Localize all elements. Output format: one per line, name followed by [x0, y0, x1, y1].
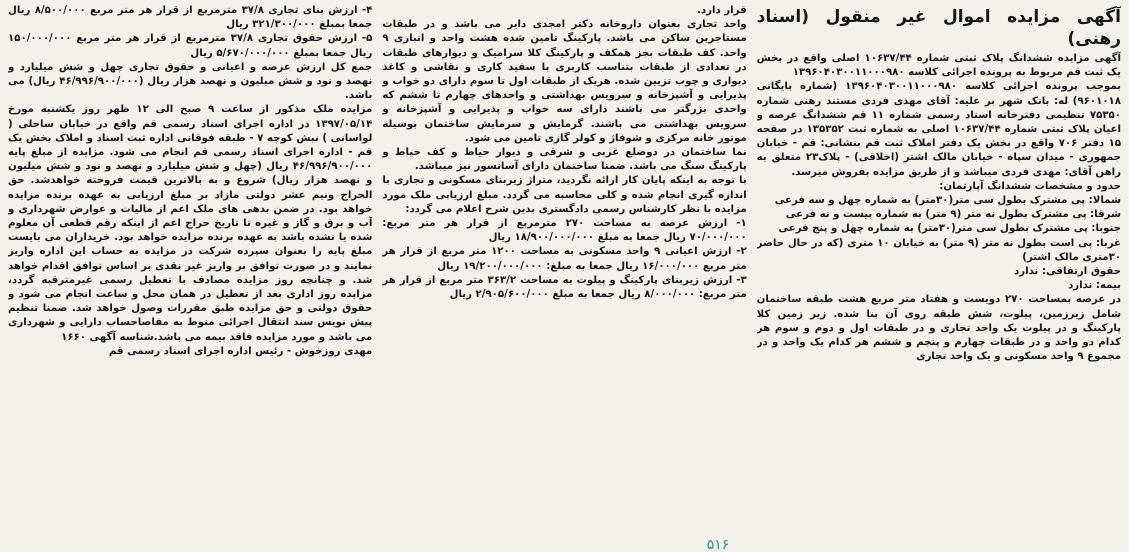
notice-paragraph: واحد تجاری بعنوان داروخانه دکتر امجدی دایر می باشد و در طبقات مستاجرین ساکن می باشد. پارکینگ تامین شده هشت واحد و انباری ۹ واحد. کف طبقات بجز همکف و پارکینگ کلا سرامیک و دیوارهای طبقات در تعدادی از طبقات بتناسب کاربری با سفید کاری و نقاشی و کاغذ دیواری و چوب تزیین شده. هریک از طبقات اول تا سوم دارای دو خواب و پذیرایی و آشپزخانه و سرویس بهداشتی و واحدهای چهارم تا ششم که واحدی بزرگتر می باشند دارای سه خواب و پذیرایی و آشپزخانه و سرویس بهداشتی می باشند. گرمایش و سرمایش ساختمان بوسیله موتور خانه مرکزی و شوفاژ و کولر گازی تامین می شود.: [382, 19, 747, 144]
notice-paragraph: ۴- ارزش بنای تجاری ۳۷/۸ مترمربع از قرار هر متر مربع ۸/۵۰۰/۰۰۰ ریال جمعا بمبلغ ۳۲۱/۳۰۰/۰۰۰ ریال: [8, 5, 373, 31]
notice-paragraph: مزایده ملک مذکور از ساعت ۹ صبح الی ۱۲ ظهر روز یکشنبه مورخ ۱۳۹۷/۰۵/۱۴ در اداره اجرای اسناد رسمی قم واقع در خیابان ساحلی ( لواسانی ) نبش کوچه ۷ - طبقه فوقانی اداره ثبت اسناد و املاک بخش یک قم - اداره اجرای اسناد رسمی قم انجام می شود. مزایده از مبلغ پایه ۴۶/۹۹۶/۹۰۰/۰۰۰ ریال (چهل و شش میلیارد و نهصد و نود و شش میلیون و نهصد هزار ریال) شروع و به بالاترین قیمت فروخته خواهدشد. حق الحراج ونیم عشر دولتی مازاد بر مبلغ ارزیابی به عهده برنده مزایده خواهد بود. در ضمن بدهی های ملک اعم از مالیات و عوارض شهرداری و آب و برق و گاز و غیره تا تاریخ حراج اعم از اینکه رقم قطعی آن معلوم شده یا نشده باشد به عهده برنده مزایده خواهد بود. خریداران می بایست مبلغ پایه را بعنوان سپرده شرکت در مزایده به حساب این اداره واریز نمایند و در صورت توافق بر واریز غیر نقدی بر اساس توافق اقدام خواهد شد. و چنانچه روز مزایده مصادف با تعطیل رسمی غیرمترقبه گردد، مزایده روز اداری بعد از تعطیل در همان محل و ساعت انجام می شود و حقوق دولتی و حق مزایده طبق مقررات وصول خواهد شد. ضمنا تنظیم پیش نویس سند انتقال اجرائی منوط به مفاصاحساب دارایی و شهرداری می باشد و مورد مزایده فاقد بیمه می باشد.شناسه آگهی ۱۶۶۰: [8, 104, 373, 343]
notice-paragraph: شرقا: پی مشترک بطول نه متر (۹ متر) به شماره بیست و نه فرعی: [785, 209, 1121, 221]
column-left: [8, 4, 372, 551]
notice-paragraph: غربا: پی است بطول نه متر (۹ متر) به خیابان ۱۰ متری (که در حال حاضر ۳۰متری مالک اشتر): [756, 237, 1121, 263]
notice-paragraph: آگهی مزایده ششدانگ پلاک ثبتی شماره ۱۰۶۳۷/۴۴ اصلی واقع در بخش یک ثبت قم مربوط به پرونده اجرائی کلاسه ۱۳۹۶۰۴۰۳۰۰۱۱۰۰۰۹۸۰: [756, 53, 1121, 79]
notice-paragraph: ۳- ارزش زیربنای پارکینگ و پیلوت به مساحت ۳۶۳/۲ متر مربع از قرار هر متر مربع: ۸/۰۰۰/۰۰۰ ریال جمعا به مبلغ ۲/۹۰۵/۶۰۰/۰۰۰ ریال: [382, 274, 747, 301]
notice-signature: مهدی روزخوش - رئیس اداره اجرای اسناد رسمی قم: [108, 345, 373, 357]
column-right: [757, 4, 1121, 551]
notice-paragraph: بموجب پرونده اجرائی کلاسه ۱۳۹۶۰۴۰۳۰۰۱۱۰۰۰۹۸۰ (شماره بایگانی ۹۶۰۱۰۱۸) له: بانک شهر بر علیه: آقای مهدی فردی مستند رهنی شماره ۷۵۳۵۰ تنظیمی دفترخانه اسناد رسمی شماره ۱۱ قم ششدانگ عرصه و اعیان پلاک ثبتی شماره ۱۰۶۳۷/۴۴ اصلی به شماره ثبت ۱۳۵۳۵۲ در صفحه ۱۵ دفتر ۷۰۶ واقع در بخش یک دفتر املاک ثبت قم بنشانی: قم - خیابان جمهوری - میدان سپاه - خیابان مالک اشتر (اخلاقی) - پلاک۲۳ متعلق به راهن آقای: مهدی فردی میباشد و از طریق مزایده بفروش میرسد.: [756, 81, 1121, 178]
notice-paragraph: جمع کل ارزش عرصه و اعیانی و حقوق تجاری چهل و شش میلیارد و نهصد و نود و شش میلیون و نهصد هزار ریال (۴۶/۹۹۶/۹۰۰/۰۰۰ ریال) می باشد.: [8, 61, 373, 102]
notice-paragraph: حدود و مشخصات ششدانگ آپارتمان:: [939, 180, 1121, 192]
notice-paragraph: بیمه: ندارد: [1068, 280, 1121, 292]
notice-paragraph: در عرصه بمساحت ۲۷۰ دویست و هفتاد متر مربع هشت طبقه ساختمان شامل زیرزمین، پیلوت، شش طبقه روی آن بنا شده. زیر زمین کلا پارکینگ و در پیلوت یک واحد تجاری و در طبقات اول و دوم و سوم هر کدام دو واحد و در طبقات چهارم و پنجم و ششم هر کدام یک واحد و در مجموع ۹ واحد مسکونی و یک واحد تجاری: [756, 294, 1121, 363]
notice-paragraph: ۲- ارزش اعیانی ۹ واحد مسکونی به مساحت ۱۲۰۰ متر مربع از قرار هر متر مربع ۱۶/۰۰۰/۰۰۰ ریال جمعا به مبلغ: ۱۹/۲۰۰/۰۰۰/۰۰۰ ریال: [382, 246, 747, 272]
page-stamp-number: ۵۱۶: [706, 538, 730, 552]
notice-paragraph: جنوبا: پی مشترک بطول سی متر(۳۰متر) به شماره چهل و پنج فرعی: [778, 223, 1121, 235]
notice-paragraph: نما ساختمان در دوضلع غربی و شرقی و دیوار حیاط و کف حیاط و پارکینگ سنگ می باشد. ضمنا ساختمان دارای آسانسور نیز میباشد.: [382, 147, 747, 173]
column-middle: [382, 4, 746, 551]
notice-paragraph: ۵- ارزش حقوق تجاری ۳۷/۸ مترمربع از قرار هر متر مربع ۱۵۰/۰۰۰/۰۰۰ ریال جمعا بمبلغ ۵/۶۷۰/۰۰۰/۰۰۰ ریال: [8, 33, 373, 59]
notice-title: آگهی مزایده اموال غیر منقول (اسناد رهنی): [756, 7, 1121, 49]
notice-paragraph: با توجه به اینکه پایان کار ارائه نگردید، متراژ زیربنای مسکونی و تجاری با اندازه گیری انجام شده و کلی محاسبه می گردد. مبلغ ارزیابی ملک مورد مزایده با نظر کارشناس رسمی دادگستری بدین شرح اعلام می گردد:: [382, 175, 747, 215]
notice-paragraph: شمالا: پی مشترک بطول سی متر(۳۰متر) به شماره چهل و سه فرعی: [774, 195, 1121, 207]
notice-paragraph: ۱- ارزش عرصه به مساحت ۲۷۰ مترمربع از قرار هر متر مربع: ۷۰/۰۰۰/۰۰۰ ریال جمعا به مبلغ ۱۸/۹۰۰/۰۰۰/۰۰۰ ریال: [382, 218, 747, 244]
notice-paragraph: قرار دارد.: [697, 5, 747, 16]
notice-paragraph: حقوق ارتفاقی: ندارد: [1014, 266, 1121, 278]
